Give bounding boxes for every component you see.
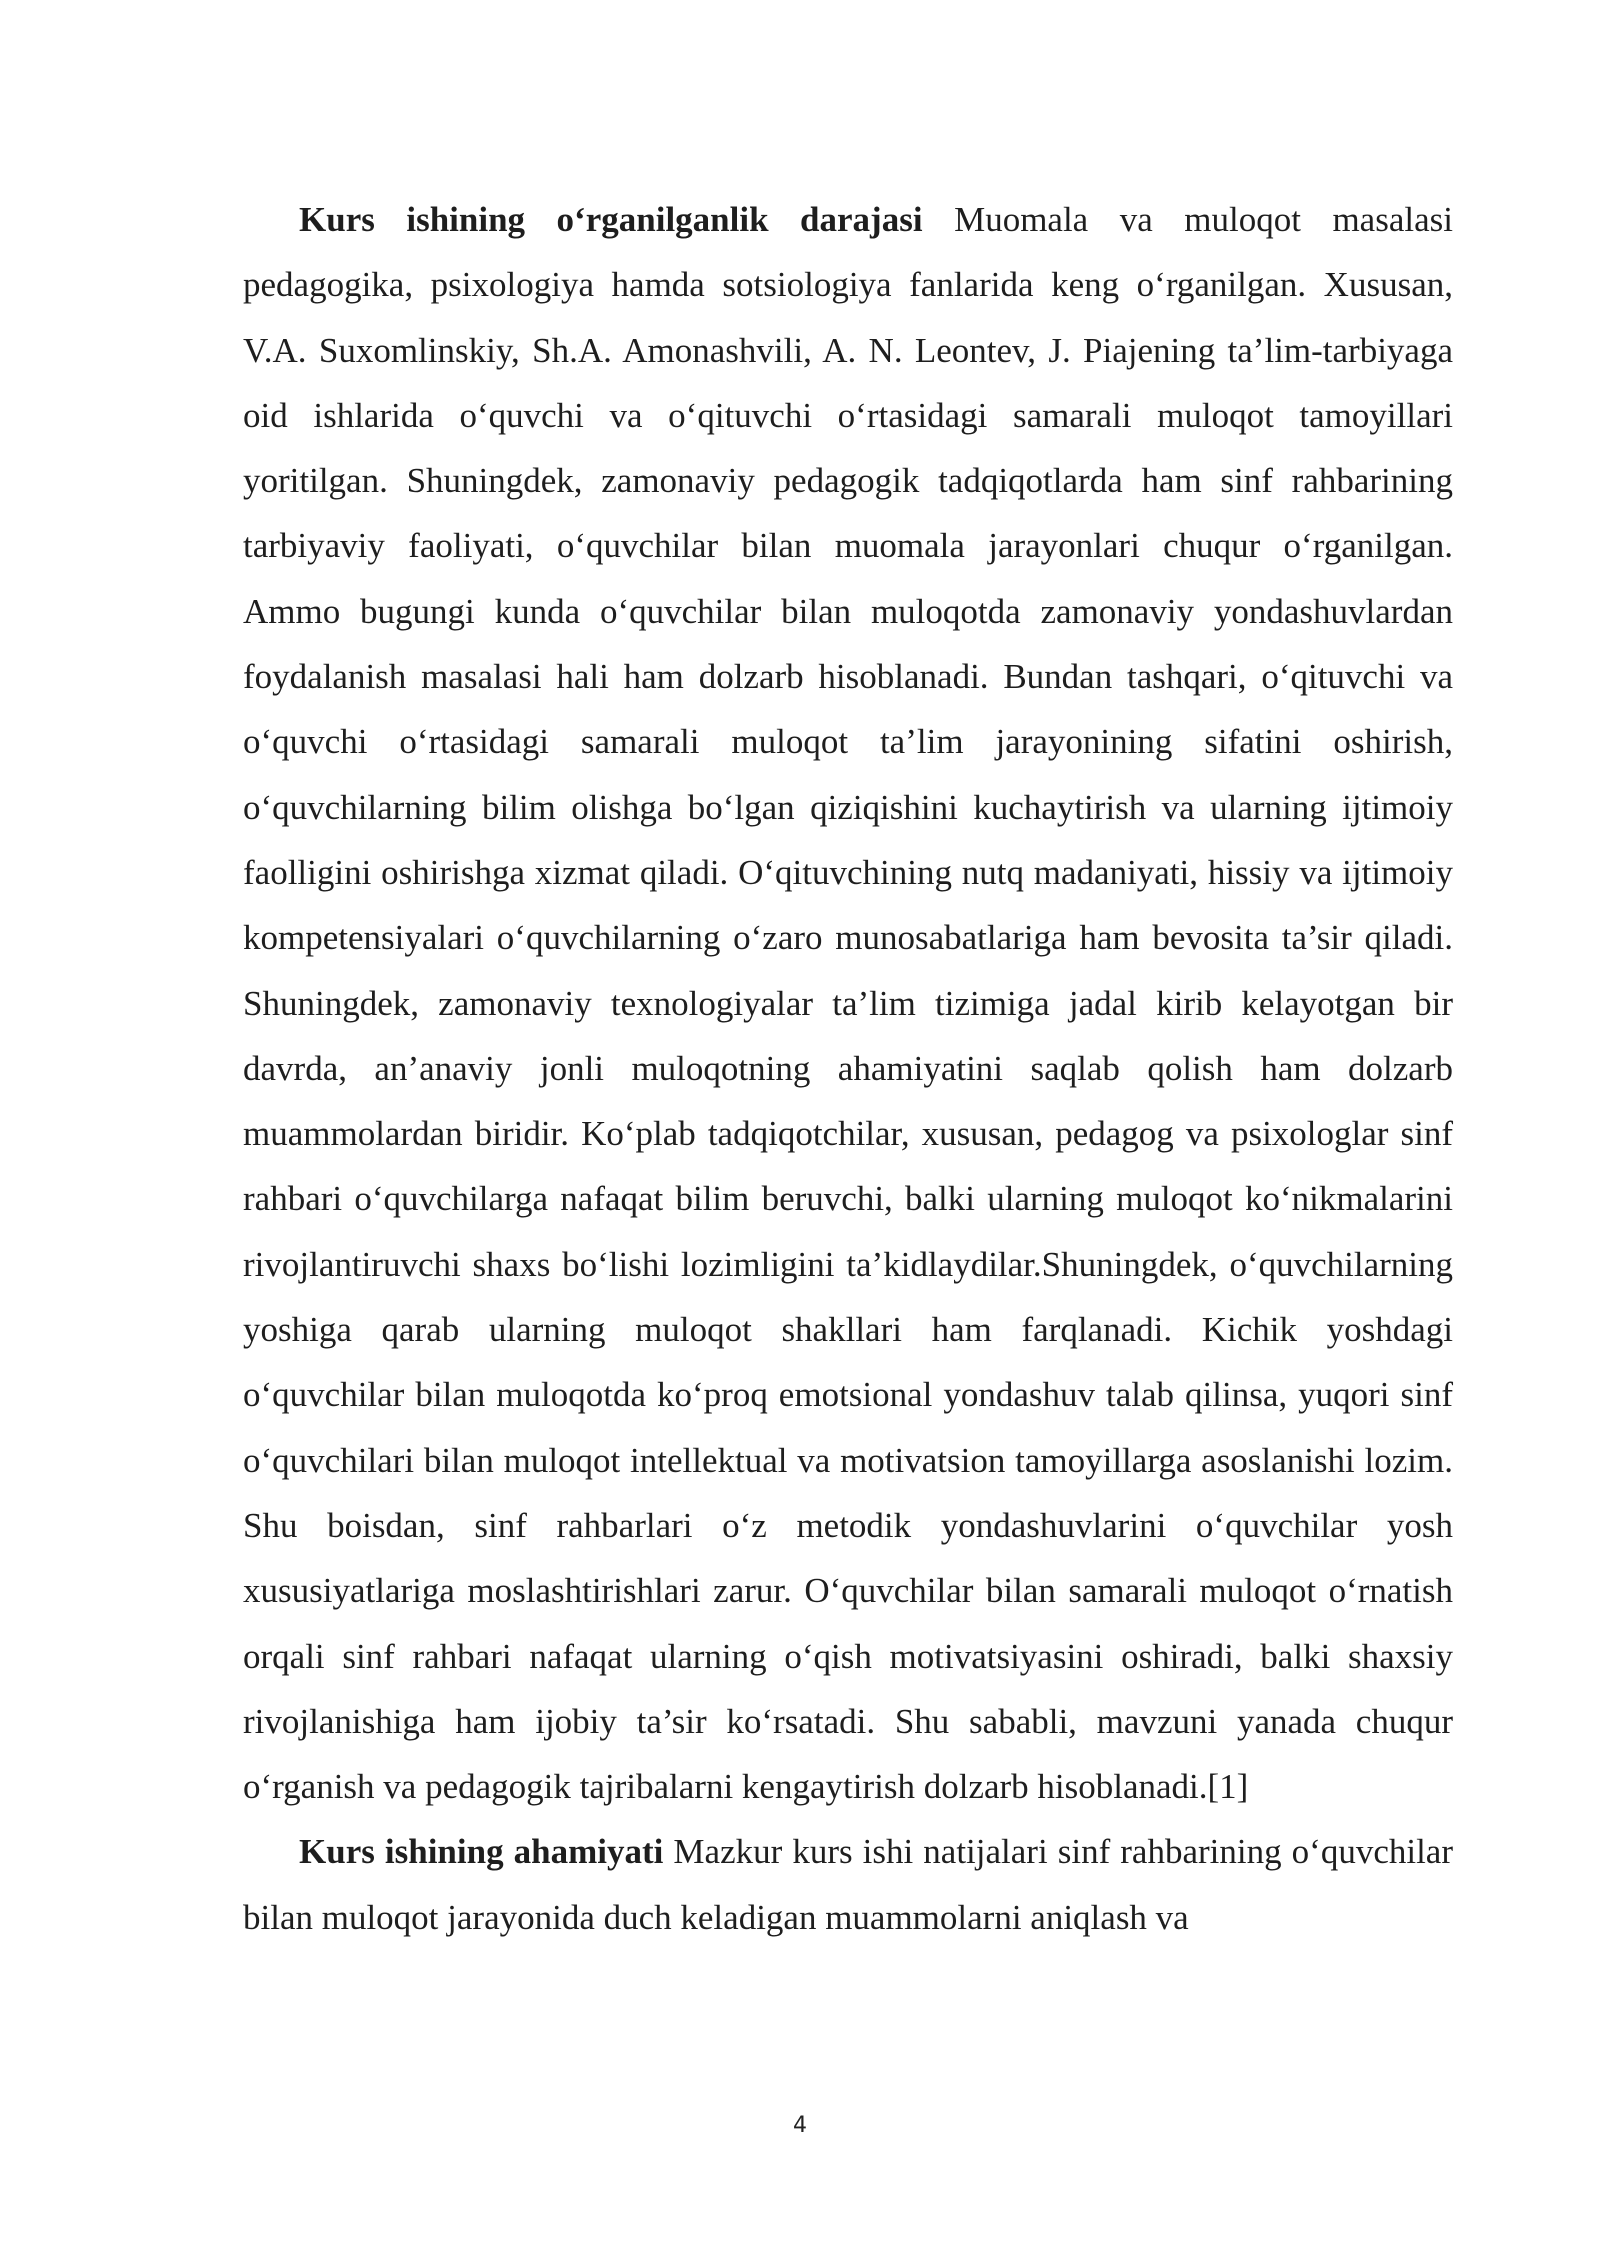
page-number: 4 <box>793 2113 807 2138</box>
paragraph-significance <box>243 1819 1453 1950</box>
paragraph-body: Mazkur kurs ishi natijalari sinf rahbarining o‘quvchilar bilan muloqot jarayonida duch keladigan muammolarni aniqlash va <box>243 1832 1453 1937</box>
body-text <box>243 187 1453 1950</box>
paragraph-heading: Kurs ishining o‘rganilganlik darajasi <box>299 200 923 239</box>
paragraph-heading: Kurs ishining ahamiyati <box>299 1832 664 1872</box>
paragraph-body: Muomala va muloqot masalasi pedagogika, psixologiya hamda sotsiologiya fanlarida keng o‘rganilgan. Xususan, V.A. Suxomlinskiy, Sh.A. Amonashvili, A. N. Leontev, J. Piajening ta’lim-tarbiyaga oid ishlarida o‘quvchi va o‘qituvchi o‘rtasidagi samarali muloqot tamoyillari yoritilgan. Shuningdek, zamonaviy pedagogik tadqiqotlarda ham sinf rahbarining tarbiyaviy faoliyati, o‘quvchilar bilan muomala jarayonlari chuqur o‘rganilgan. Ammo bugungi kunda o‘quvchilar bilan muloqotda zamonaviy yondashuvlardan foydalanish masalasi hali ham dolzarb hisoblanadi. Bundan tashqari, o‘qituvchi va o‘quvchi o‘rtasidagi samarali muloqot ta’lim jarayonining sifatini oshirish, o‘quvchilarning bilim olishga bo‘lgan qiziqishini kuchaytirish va ularning ijtimoiy faolligini oshirishga xizmat qiladi. O‘qituvchining nutq madaniyati, hissiy va ijtimoiy kompetensiyalari o‘quvchilarning o‘zaro munosabatlariga ham bevosita ta’sir qiladi. Shuningdek, zamonaviy texnologiyalar ta’lim tizimiga jadal kirib kelayotgan bir davrda, an’anaviy jonli muloqotning ahamiyatini saqlab qolish ham dolzarb muammolardan biridir. Ko‘plab tadqiqotchilar, xususan, pedagog va psixologlar sinf rahbari o‘quvchilarga nafaqat bilim beruvchi, balki ularning muloqot ko‘nikmalarini rivojlantiruvchi shaxs bo‘lishi lozimligini ta’kidlaydilar.Shuningdek, o‘quvchilarning yoshiga qarab ularning muloqot shakllari ham farqlanadi. Kichik yoshdagi o‘quvchilar bilan muloqotda ko‘proq emotsional yondashuv talab qilinsa, yuqori sinf o‘quvchilari bilan muloqot intellektual va motivatsion tamoyillarga asoslanishi lozim. Shu boisdan, sinf rahbarlari o‘z metodik yondashuvlarini o‘quvchilar yosh xususiyatlariga moslashtirishlari zarur. O‘quvchilar bilan samarali muloqot o‘rnatish orqali sinf rahbari nafaqat ularning o‘qish motivatsiyasini oshiradi, balki shaxsiy rivojlanishiga ham ijobiy ta’sir ko‘rsatadi. Shu sababli, mavzuni yanada chuqur o‘rganish va pedagogik tajribalarni kengaytirish dolzarb hisoblanadi.[1] <box>243 200 1453 1807</box>
paragraph-study-level <box>243 187 1453 1819</box>
